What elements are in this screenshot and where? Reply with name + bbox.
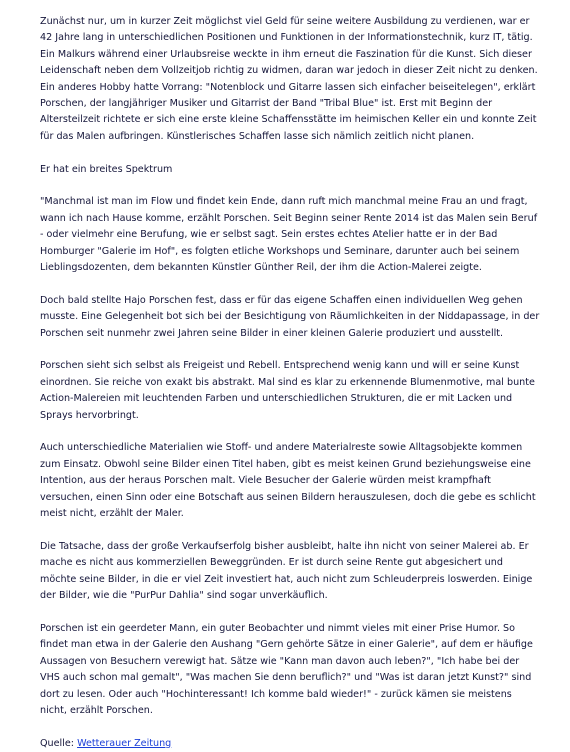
paragraph-freigeist: Porschen sieht sich selbst als Freigeist und Rebell. Entsprechend wenig kann und will er seine Kunst einordnen. Sie reiche von exakt bis abstrakt. Mal sind es klar zu erkennende Blumenmotive, mal bunte Action-Malereien mit leuchtenden Farben und unterschiedlichen Strukturen, die er mit Lacken und Sprays hervorbringt. <box>40 360 535 421</box>
section-subheading: Er hat ein breites Spektrum <box>40 163 173 175</box>
paragraph-sales: Die Tatsache, dass der große Verkaufserfolg bisher ausbleibt, halte ihn nicht von seiner Malerei ab. Er mache es nicht aus kommerziellen Beweggründen. Er ist durch seine Rente gut abgesichert und möchte seine Bilder, in die er viel Zeit investiert hat, auch nicht zum Schleuderpreis loswerden. Einige der Bilder, wie die "PurPur Dahlia" sind sogar unverkäuflich. <box>40 540 533 602</box>
paragraph-career: Zunächst nur, um in kurzer Zeit möglichst viel Geld für seine weitere Ausbildung zu verdienen, war er 42 Jahre lang in unterschiedlichen Positionen und Funktionen in der Informationstechnik, kurz IT, tätig. Ein Malkurs während einer Urlaubsreise weckte in ihm erneut die Faszination für die Kunst. Sich dieser Leidenschaft neben dem Vollzeitjob richtig zu widmen, daran war jedoch in dieser Zeit nicht zu denken. Ein anderes Hobby hatte Vorrang: "Notenblock und Gitarre lassen sich einfacher beiseitelegen", erklärt Porschen, der langjähriger Musiker und Gitarrist der Band "Tribal Blue" ist. Erst mit Beginn der Altersteilzeit richtete er sich eine erste kleine Schaffensstätte im heimischen Keller ein und konnte Zeit für das Malen aufbringen. Künstlerisches Schaffen lasse sich nämlich zeitlich nicht planen. <box>40 16 538 142</box>
paragraph-own-path: Doch bald stellte Hajo Porschen fest, dass er für das eigene Schaffen einen individuellen Weg gehen musste. Eine Gelegenheit bot sich bei der Besichtigung von Räumlichkeiten in der Niddapassage, in der Porschen seit nunmehr zwei Jahren seine Bilder in einer kleinen Galerie produziert und ausstellt. <box>40 294 540 339</box>
paragraph-materials: Auch unterschiedliche Materialien wie Stoff- und andere Materialreste sowie Alltagsobjekte kommen zum Einsatz. Obwohl seine Bilder einen Titel haben, gibt es meist keinen Grund beziehungsweise eine Intention, aus der heraus Porschen malt. Viele Besucher der Galerie würden meist krampfhaft versuchen, einen Sinn oder eine Botschaft aus seinen Bildern herauszulesen, doch die gebe es schlicht meist nicht, erzählt der Maler. <box>40 442 536 520</box>
source-line <box>40 736 540 752</box>
paragraph-flow: "Manchmal ist man im Flow und findet kein Ende, dann ruft mich manchmal meine Frau an und fragt, wann ich nach Hause komme, erzählt Porschen. Seit Beginn seiner Rente 2014 ist das Malen sein Beruf - oder vielmehr eine Berufung, wie er selbst sagt. Sein erstes echtes Atelier hatte er in der Bad Homburger "Galerie im Hof", es folgten etliche Workshops und Seminare, darunter auch bei seinem Lieblingsdozenten, dem bekannten Künstler Günther Reil, der ihm die Action-Malerei zeigte. <box>40 196 538 274</box>
source-link[interactable]: Wetterauer Zeitung <box>77 737 172 749</box>
source-label: Quelle: <box>40 737 78 749</box>
paragraph-humor: Porschen ist ein geerdeter Mann, ein guter Beobachter und nimmt vieles mit einer Prise Humor. So findet man etwa in der Galerie den Aushang "Gern gehörte Sätze in einer Galerie", auf dem er häufige Aussagen von Besuchern verewigt hat. Sätze wie "Kann man davon auch leben?", "Ich habe bei der VHS auch schon mal gemalt", "Was machen Sie denn beruflich?" und "Was ist daran jetzt Kunst?" sind dort zu lesen. Oder auch "Hochinteressant! Ich komme bald wieder!" - zurück kämen sie meistens nicht, erzählt Porschen. <box>40 622 533 716</box>
